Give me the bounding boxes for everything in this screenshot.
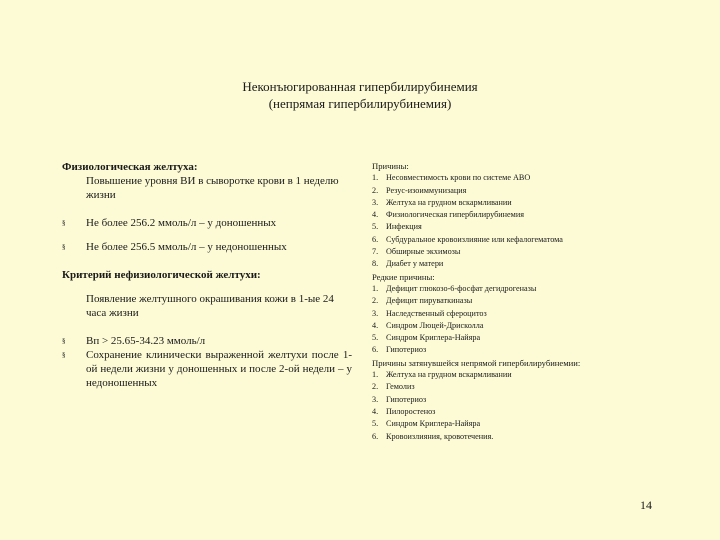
- list-item: 2. Резус-изоиммунизация: [372, 185, 467, 195]
- bullet-icon: §: [62, 351, 66, 359]
- list-item: 6. Кровоизлияния, кровотечения.: [372, 431, 494, 441]
- list-item: § Не более 256.2 ммоль/л – у доношенных: [62, 217, 277, 229]
- causes-heading: Причины:: [372, 161, 409, 171]
- title-line-1: Неконъюгированная гипербилирубинемия: [242, 79, 478, 94]
- list-item: § Вп > 25.65-34.23 ммоль/л: [62, 335, 206, 347]
- rare-heading: Редкие причины:: [372, 271, 435, 282]
- list-item: 3. Гипотериоз: [372, 394, 427, 404]
- list-item: 8. Диабет у матери: [372, 259, 444, 269]
- physio-text: Повышение уровня ВИ в сыворотке крови в 1 неделю жизни: [86, 175, 339, 201]
- prolonged-heading: Причины затянувшейся непрямой гипербилирубинемии:: [372, 357, 581, 368]
- list-item: 4. Пилоростеноз: [372, 406, 436, 416]
- rare-list: [372, 283, 672, 357]
- list-item: 3. Желтуха на грудном вскармливании: [372, 197, 512, 207]
- list-item: 1. Несовместимость крови по системе АВО: [372, 173, 531, 183]
- list-item: 6. Гипотериоз: [372, 345, 427, 355]
- causes-list: [372, 172, 672, 270]
- physio-heading: Физиологическая желтуха:: [62, 161, 198, 173]
- page-number: 14: [640, 498, 652, 512]
- list-item: 5. Инфекция: [372, 222, 422, 232]
- list-item: 2. Дефицит пируваткиназы: [372, 296, 473, 306]
- list-item: 2. Гемолиз: [372, 382, 415, 392]
- bullet-icon: §: [62, 337, 66, 345]
- left-column: [62, 160, 352, 390]
- list-item: 6. Субдуральное кровоизлияние или кефалогематома: [372, 234, 563, 244]
- list-item: 4. Синдром Люцей-Дрисколла: [372, 320, 484, 330]
- slide-title: [0, 78, 720, 112]
- physio-bullets: [62, 216, 352, 254]
- prolonged-list: [372, 369, 672, 443]
- bullet-icon: §: [62, 219, 66, 227]
- list-item: 1. Желтуха на грудном вскармливании: [372, 370, 512, 380]
- list-item: 7. Обширные экхимозы: [372, 247, 461, 257]
- criteria-text: Появление желтушного окрашивания кожи в 1-ые 24 часа жизни: [86, 293, 334, 319]
- list-item: 5. Синдром Криглера-Найяра: [372, 419, 481, 429]
- criteria-bullets: [62, 334, 352, 390]
- title-line-2: (непрямая гипербилирубинемия): [268, 96, 452, 111]
- list-item: 1. Дефицит глюкозо-6-фосфат дегидрогеназы: [372, 283, 537, 293]
- list-item: § Сохранение клинически выраженной желтухи после 1-ой недели жизни у доношенных и после 2-ой недели – у недоношенных: [62, 349, 352, 389]
- list-item: 4. Физиологическая гипербилирубинемия: [372, 210, 524, 220]
- list-item: 3. Наследственный сфероцитоз: [372, 308, 487, 318]
- right-column: [372, 160, 672, 443]
- bullet-icon: §: [62, 243, 66, 251]
- list-item: 5. Синдром Криглера-Найяра: [372, 333, 481, 343]
- criteria-heading: Критерий нефизиологической желтухи:: [62, 269, 261, 281]
- list-item: § Не более 256.5 ммоль/л – у недоношенных: [62, 241, 287, 253]
